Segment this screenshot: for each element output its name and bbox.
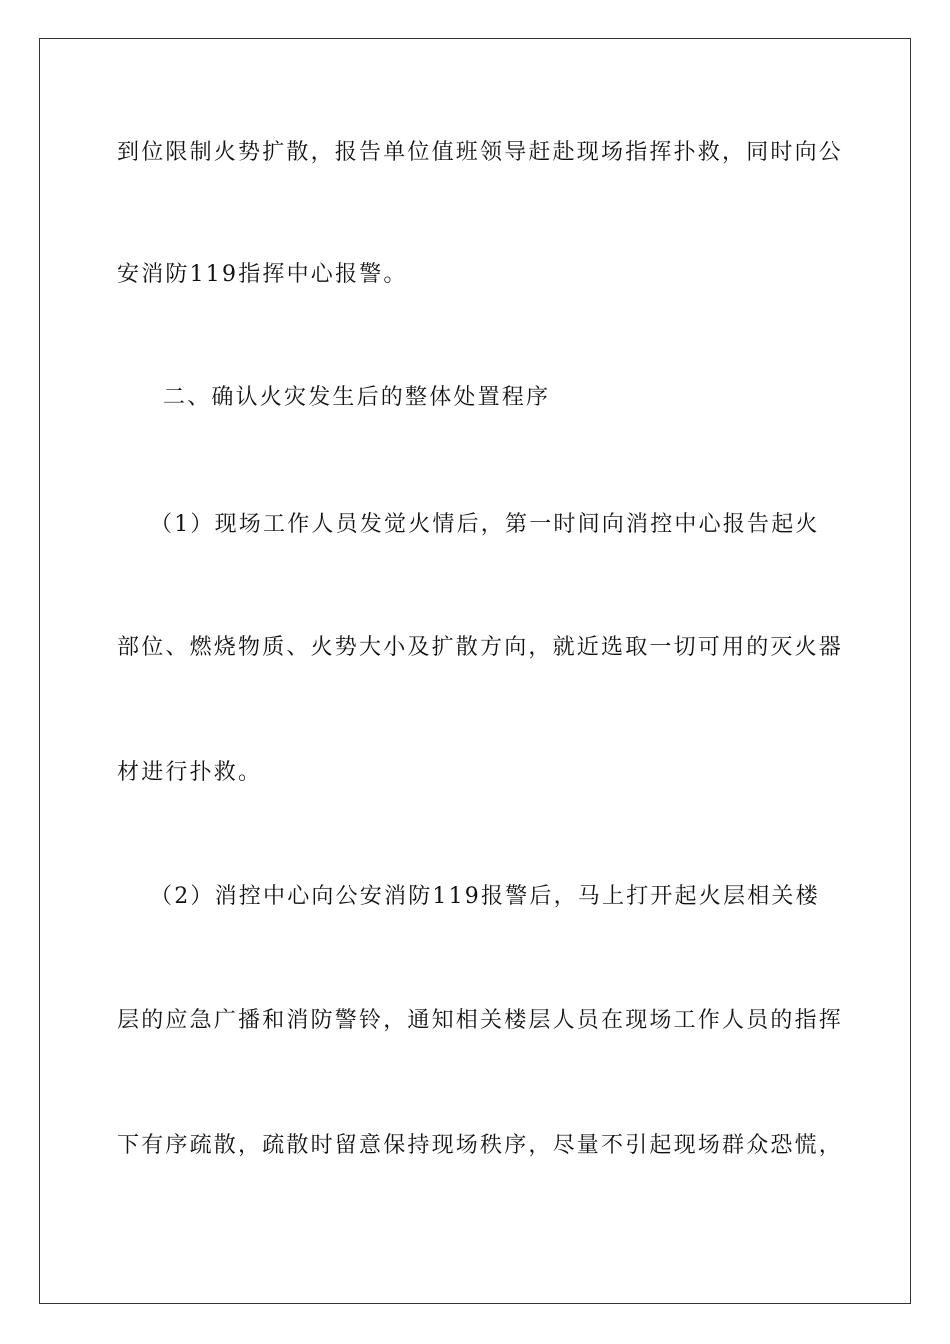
body-text-line-2: 安消防119指挥中心报警。: [117, 262, 408, 287]
body-text-line-8: 层的应急广播和消防警铃，通知相关楼层人员在现场工作人员的指挥: [117, 1008, 844, 1033]
body-text-line-5: 部位、燃烧物质、火势大小及扩散方向，就近选取一切可用的灭火器: [117, 635, 844, 660]
body-text-line-1: 到位限制火势扩散，报告单位值班领导赶赴现场指挥扑救，同时向公: [117, 140, 844, 165]
page-border: [39, 38, 911, 1304]
body-text-line-9: 下有序疏散，疏散时留意保持现场秩序，尽量不引起现场群众恐慌，: [117, 1133, 844, 1158]
body-text-line-6: 材进行扑救。: [117, 760, 263, 785]
body-text-line-4: （1）现场工作人员发觉火情后，第一时间向消控中心报告起火: [150, 512, 820, 537]
section-heading: 二、确认火灾发生后的整体处置程序: [163, 385, 551, 410]
body-text-line-7: （2）消控中心向公安消防119报警后，马上打开起火层相关楼: [150, 884, 820, 909]
